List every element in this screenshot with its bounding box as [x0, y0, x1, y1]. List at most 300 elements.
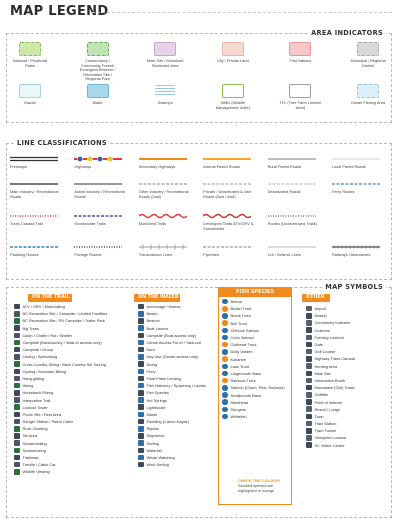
symbol-label: Hunting Area: [314, 363, 337, 369]
area-item: [211, 84, 255, 110]
map-symbol-icon: [306, 442, 312, 448]
symbol-label: Ferry: [146, 368, 156, 374]
fish-symbol-item: [222, 348, 285, 355]
symbol-label: Kokanee: [230, 356, 246, 362]
water-symbol-item: [138, 325, 206, 332]
area-swatch: [154, 42, 176, 56]
area-label: Glacier: [23, 100, 37, 105]
area-swatch: [357, 84, 379, 98]
other-symbol-item: [306, 312, 355, 319]
symbol-label: Lighthouse: [146, 404, 166, 410]
area-swatch: [222, 42, 244, 56]
map-symbol-icon: [306, 406, 312, 412]
symbol-label: Diving: [146, 361, 158, 367]
area-label: Municipal / Regional District: [350, 58, 386, 68]
symbol-label: BC Recreation Site / Campsite / Limited Facilities: [22, 311, 108, 317]
fish-symbol-item: [222, 406, 285, 413]
area-label: Swamps: [157, 100, 173, 105]
symbol-label: Steelhead: [230, 399, 249, 405]
map-symbol-icon: [138, 390, 144, 396]
map-symbol-icon: [306, 306, 312, 312]
fish-symbol-item: [222, 399, 285, 406]
map-symbol-icon: [222, 335, 228, 341]
line-item: [74, 243, 128, 258]
line-item: [203, 180, 257, 199]
symbol-label: Hiking: [22, 383, 34, 389]
area-swatch: [222, 84, 244, 98]
fish-symbol-item: [222, 327, 285, 334]
map-symbol-icon: [306, 435, 312, 441]
symbol-label: Campsite / Group: [22, 347, 53, 353]
symbol-label: Largemouth Bass: [230, 370, 261, 376]
line-label: Freeways: [10, 164, 27, 169]
symbol-label: Community Indicator: [314, 320, 351, 326]
symbol-label: Treville / Cabin Car: [22, 462, 56, 468]
trail-symbol-list: [14, 303, 107, 476]
line-item: [332, 155, 386, 170]
other-symbol-item: [306, 406, 355, 413]
symbol-label: Brown Trout: [230, 306, 252, 312]
map-symbol-icon: [306, 356, 312, 362]
symbol-label: Customs: [314, 327, 330, 333]
line-item: [332, 243, 386, 258]
trail-symbol-item: [14, 361, 107, 368]
map-symbol-icon: [14, 376, 20, 382]
symbol-label: Surfing: [146, 440, 159, 446]
symbol-label: Rapids: [146, 426, 159, 432]
map-symbol-icon: [14, 426, 20, 432]
other-symbol-item: [306, 341, 355, 348]
symbol-label: Wind Surfing: [146, 462, 169, 468]
symbol-label: Point of Interest: [314, 399, 342, 405]
fish-species-list: [222, 298, 285, 420]
line-sample: [74, 212, 122, 220]
map-symbol-icon: [14, 448, 20, 454]
symbol-label: ATV / ORV / Motorbiking: [22, 304, 65, 310]
line-sample: [332, 212, 380, 220]
map-symbol-icon: [138, 369, 144, 375]
symbol-label: Ski Area: [22, 433, 37, 439]
map-symbol-icon: [14, 469, 20, 475]
water-symbol-item: [138, 454, 206, 461]
area-label: WMU (Wildlife Management Units): [215, 100, 250, 110]
map-symbol-icon: [138, 333, 144, 339]
map-symbol-icon: [222, 392, 228, 398]
area-swatch: [357, 42, 379, 56]
trail-symbol-item: [14, 310, 107, 317]
area-row-2: [8, 84, 390, 110]
water-symbol-item: [138, 382, 206, 389]
line-item: [332, 180, 386, 199]
symbol-label: Hang-gliding: [22, 375, 45, 381]
map-symbol-icon: [306, 399, 312, 405]
map-symbol-icon: [306, 428, 312, 434]
line-item: [10, 212, 64, 231]
line-label: Secondary Highways: [138, 164, 176, 169]
symbol-label: Gate: [314, 342, 323, 348]
symbol-label: Cross Country Skiing / Back Country Ski Touring: [22, 361, 106, 367]
map-symbol-icon: [222, 306, 228, 312]
map-symbol-icon: [14, 455, 20, 461]
area-item: [8, 42, 52, 82]
map-symbol-icon: [222, 399, 228, 405]
symbol-label: Cabin / Chalet / Hut / Shelter: [22, 332, 73, 338]
water-symbol-item: [138, 346, 206, 353]
symbol-label: Lookout Tower: [22, 404, 48, 410]
page-title: MAP LEGEND: [10, 4, 109, 19]
water-symbol-item: [138, 432, 206, 439]
other-symbol-item: [306, 327, 355, 334]
map-symbol-icon: [306, 378, 312, 384]
symbol-label: Day Use (Ocean access only): [146, 354, 198, 360]
symbol-label: Salmon (Chum, Pink, Sockeye): [230, 385, 285, 391]
other-symbol-item: [306, 334, 355, 341]
line-sample: [268, 212, 316, 220]
line-sample: [332, 243, 380, 251]
fish-symbol-item: [222, 391, 285, 398]
map-symbol-icon: [138, 397, 144, 403]
map-symbol-icon: [306, 320, 312, 326]
symbol-label: Canoe Access Put-in / Take-out: [146, 340, 201, 346]
water-symbol-item: [138, 461, 206, 468]
map-symbol-icon: [222, 407, 228, 413]
map-symbol-icon: [138, 404, 144, 410]
map-symbol-icon: [306, 371, 312, 377]
line-sample: [10, 180, 58, 188]
line-item: [268, 243, 322, 258]
map-symbol-icon: [14, 340, 20, 346]
line-sample: [332, 155, 380, 163]
line-label: Local Paved Roads: [331, 164, 366, 169]
map-symbol-icon: [138, 361, 144, 367]
symbol-label: Horseback Riding: [22, 390, 54, 396]
map-symbol-icon: [14, 397, 20, 403]
line-item: [139, 212, 193, 231]
symbol-label: Campsite (Backcountry / Walk-in access only): [22, 340, 102, 346]
water-symbol-item: [138, 411, 206, 418]
water-symbol-item: [138, 317, 206, 324]
line-item: [74, 180, 128, 199]
other-symbol-item: [306, 363, 355, 370]
line-sample: [268, 180, 316, 188]
symbol-label: Viewpoint Lookout: [314, 435, 347, 441]
line-label: Private / Deactivated & 4wd Roads (2wd / 4wd): [203, 189, 251, 199]
area-label: Water: [92, 100, 103, 105]
symbol-label: Microwave (Cell) Tower: [314, 385, 355, 391]
line-item: [332, 212, 386, 231]
fish-symbol-item: [222, 363, 285, 370]
map-symbol-icon: [14, 412, 20, 418]
area-item: [76, 42, 120, 82]
trail-symbol-item: [14, 468, 107, 475]
other-symbol-item: [306, 305, 355, 312]
symbol-label: Train Station: [314, 421, 337, 427]
water-symbol-item: [138, 332, 206, 339]
fish-symbol-item: [222, 320, 285, 327]
symbol-label: Float Plane Landing: [146, 375, 182, 381]
water-symbol-item: [138, 396, 206, 403]
area-label: TFL (Tree Farm Licence Area): [279, 100, 322, 110]
area-item: [143, 42, 187, 82]
line-sample: [203, 212, 251, 220]
area-label: National / Provincial Parks: [12, 58, 48, 68]
line-sample: [203, 155, 251, 163]
symbol-label: Airstrip: [314, 313, 327, 319]
map-symbol-icon: [14, 333, 20, 339]
symbol-label: Whitefish: [230, 414, 247, 420]
symbol-label: Wildlife Viewing: [22, 469, 50, 475]
map-symbol-icon: [138, 376, 144, 382]
map-symbol-icon: [222, 349, 228, 355]
symbol-label: Bull Trout: [230, 320, 247, 326]
map-symbol-icon: [14, 383, 20, 389]
symbol-label: Cycling / Mountain Biking: [22, 368, 67, 374]
line-item: [268, 212, 322, 231]
line-row-2: [10, 180, 386, 199]
line-item: [10, 243, 64, 258]
trail-symbol-item: [14, 418, 107, 425]
trail-symbol-item: [14, 396, 107, 403]
area-swatch: [154, 84, 176, 98]
symbol-label: Snowmobiling: [22, 440, 47, 446]
line-label: Deactivated Roads: [267, 189, 301, 194]
line-label: Ferry Routes: [331, 189, 355, 194]
area-item: [76, 84, 120, 110]
line-item: [139, 243, 193, 258]
area-swatch: [289, 84, 311, 98]
area-label: Mine Site / Motorized Restricted Area: [146, 58, 184, 68]
fish-symbol-item: [222, 384, 285, 391]
line-sample: [74, 180, 122, 188]
symbol-label: Burbot: [230, 299, 242, 305]
symbol-label: Big Trees: [22, 325, 39, 331]
trail-symbol-item: [14, 303, 107, 310]
line-row-3: [10, 212, 386, 231]
map-symbol-icon: [306, 349, 312, 355]
map-symbol-icon: [138, 354, 144, 360]
trail-symbol-item: [14, 447, 107, 454]
line-label: Paddling Routes: [10, 252, 39, 257]
water-symbol-item: [138, 310, 206, 317]
other-symbol-item: [306, 348, 355, 355]
symbol-label: Paddling (Canoe-Kayak): [146, 419, 189, 425]
map-symbol-icon: [306, 414, 312, 420]
symbol-label: Sturgeon: [230, 406, 247, 412]
map-symbol-icon: [14, 304, 20, 310]
line-sample: [139, 212, 187, 220]
other-symbol-item: [306, 377, 355, 384]
map-symbol-icon: [222, 378, 228, 384]
symbol-label: Rainbow Trout: [230, 378, 256, 384]
trail-symbol-item: [14, 389, 107, 396]
trail-symbol-item: [14, 339, 107, 346]
fish-symbol-item: [222, 341, 285, 348]
symbol-label: Anchorage / Marina: [146, 304, 181, 310]
map-symbol-icon: [138, 383, 144, 389]
map-symbol-icon: [14, 433, 20, 439]
line-label: Other Industry / Recreational Roads (2wd): [138, 189, 189, 199]
other-symbol-item: [306, 384, 355, 391]
line-sample: [268, 243, 316, 251]
line-row-4: [10, 243, 386, 258]
symbol-label: Fish Hatchery / Spawning / Ladder: [146, 383, 207, 389]
line-item: [10, 180, 64, 199]
symbol-label: Boat Launch: [146, 325, 169, 331]
other-symbol-item: [306, 398, 355, 405]
map-symbol-icon: [138, 440, 144, 446]
trail-symbol-item: [14, 411, 107, 418]
line-item: [74, 155, 128, 170]
line-label: Active Industry / Recreational Roads: [74, 189, 125, 199]
symbol-label: Trailhead: [22, 455, 39, 461]
water-symbol-item: [138, 339, 206, 346]
map-symbol-icon: [306, 363, 312, 369]
map-symbol-icon: [138, 448, 144, 454]
map-symbol-icon: [138, 455, 144, 461]
map-symbol-icon: [222, 414, 228, 420]
water-symbol-list: [138, 303, 206, 468]
map-symbol-icon: [222, 299, 228, 305]
map-symbol-icon: [222, 328, 228, 334]
symbol-label: Forestry Lookout: [314, 334, 344, 340]
other-symbol-item: [306, 370, 355, 377]
other-symbol-item: [306, 413, 355, 420]
line-item: [10, 155, 64, 170]
area-item: [346, 84, 390, 110]
map-symbol-icon: [14, 318, 20, 324]
trail-symbol-item: [14, 368, 107, 375]
line-label: Arterial Paved Roads: [203, 164, 240, 169]
stocked-species-note: [238, 479, 292, 493]
line-sample: [74, 243, 122, 251]
line-item: [203, 155, 257, 170]
area-item: [143, 84, 187, 110]
symbol-label: Caving / Spelunking: [22, 354, 58, 360]
area-row-1: [8, 42, 390, 82]
symbol-label: Mine Site: [314, 370, 331, 376]
area-item: [8, 84, 52, 110]
line-label: Pipelines: [203, 252, 219, 257]
line-label: Highways: [74, 164, 92, 169]
line-sample: [74, 155, 122, 163]
symbol-label: Shipwreck: [146, 433, 165, 439]
area-swatch: [87, 84, 109, 98]
symbol-label: Information Booth: [314, 377, 346, 383]
map-symbol-icon: [138, 340, 144, 346]
fish-symbol-item: [222, 305, 285, 312]
other-symbol-item: [306, 420, 355, 427]
map-symbol-icon: [306, 327, 312, 333]
map-symbol-icon: [222, 385, 228, 391]
area-item: [211, 42, 255, 82]
line-sample: [10, 155, 58, 163]
line-label: Snowmobile Trails: [74, 221, 106, 226]
water-symbol-item: [138, 404, 206, 411]
trail-symbol-item: [14, 346, 107, 353]
map-symbol-icon: [306, 335, 312, 341]
fish-symbol-item: [222, 370, 285, 377]
line-classifications-heading: LINE CLASSIFICATIONS: [14, 139, 110, 147]
map-symbol-icon: [138, 462, 144, 468]
symbol-label: Smallmouth Bass: [230, 392, 261, 398]
area-label: City / Private Land: [216, 58, 249, 63]
fish-symbol-item: [222, 298, 285, 305]
line-sample: [332, 180, 380, 188]
map-symbol-icon: [138, 318, 144, 324]
map-symbol-icon: [14, 325, 20, 331]
line-label: Transmission Lines: [138, 252, 173, 257]
map-symbol-icon: [222, 320, 228, 326]
symbol-label: Waterfall: [146, 447, 162, 453]
map-symbol-icon: [14, 390, 20, 396]
map-symbol-icon: [222, 364, 228, 370]
line-sample: [139, 180, 187, 188]
other-symbol-item: [306, 319, 355, 326]
area-item: [278, 84, 322, 110]
trail-symbol-item: [14, 432, 107, 439]
water-symbol-item: [138, 418, 206, 425]
symbol-label: Tram Tunnel: [314, 428, 337, 434]
symbol-label: Chinook Salmon: [230, 327, 260, 333]
map-symbol-icon: [222, 356, 228, 362]
trail-symbol-item: [14, 382, 107, 389]
trail-symbol-item: [14, 353, 107, 360]
map-symbol-icon: [14, 347, 20, 353]
water-symbol-item: [138, 440, 206, 447]
symbol-label: Coho Salmon: [230, 335, 255, 341]
area-swatch: [87, 42, 109, 56]
area-swatch: [289, 42, 311, 56]
map-symbol-icon: [138, 311, 144, 317]
symbol-label: Airport: [314, 306, 326, 312]
on-the-water-heading: ON THE WATER: [134, 294, 180, 302]
other-symbol-list: [306, 305, 355, 449]
map-symbol-icon: [14, 361, 20, 367]
map-symbol-icon: [14, 440, 20, 446]
water-symbol-item: [138, 361, 206, 368]
line-label: Cut / Seismic Lines: [267, 252, 301, 257]
map-symbol-icon: [306, 385, 312, 391]
map-symbol-icon: [14, 462, 20, 468]
map-symbol-icon: [14, 419, 20, 425]
map-symbol-icon: [14, 354, 20, 360]
map-symbol-icon: [306, 342, 312, 348]
symbol-label: Dolly Varden: [230, 349, 253, 355]
map-symbol-icon: [222, 342, 228, 348]
area-label: First Nations: [289, 58, 312, 63]
on-the-trail-heading: ON THE TRAIL: [28, 294, 72, 302]
map-symbol-icon: [306, 421, 312, 427]
other-symbol-item: [306, 391, 355, 398]
map-symbol-icon: [14, 311, 20, 317]
symbol-label: Highway Trans Canada: [314, 356, 355, 362]
line-row-1: [10, 155, 386, 170]
map-symbol-icon: [222, 313, 228, 319]
line-label: Main Industry / Recreational Roads: [10, 189, 59, 199]
map-symbol-icon: [306, 313, 312, 319]
trail-symbol-item: [14, 375, 107, 382]
line-item: [268, 180, 322, 199]
line-item: [203, 212, 257, 231]
line-sample: [268, 155, 316, 163]
water-symbol-item: [138, 425, 206, 432]
symbol-label: XC Visitor Centre: [314, 442, 345, 448]
trail-symbol-item: [14, 425, 107, 432]
symbol-label: Interpretive Trail: [22, 397, 51, 403]
other-symbol-item: [306, 442, 355, 449]
symbol-label: Beach: [146, 311, 158, 317]
water-symbol-item: [138, 353, 206, 360]
